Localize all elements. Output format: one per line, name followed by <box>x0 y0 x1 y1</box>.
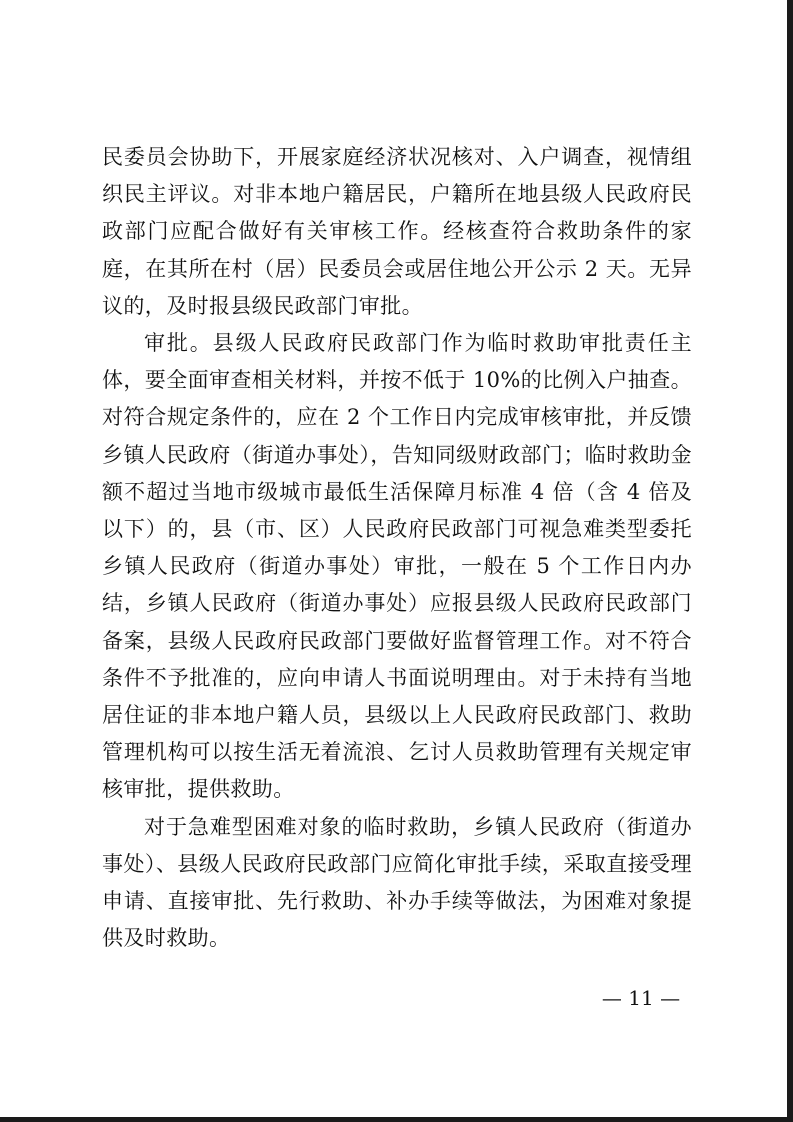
document-body <box>102 139 692 957</box>
scan-edge-right <box>787 0 793 1122</box>
paragraph-emergency-aid: 对于急难型困难对象的临时救助，乡镇人民政府（街道办事处）、县级人民政府民政部门应简化审批手续，采取直接受理申请、直接审批、先行救助、补办手续等做法，为困难对象提供及时救助。 <box>102 814 692 951</box>
paragraph-approval: 审批。县级人民政府民政部门作为临时救助审批责任主体，要全面审查相关材料，并按不低于 10%的比例入户抽查。对符合规定条件的，应在 2 个工作日内完成审核审批，并反馈乡镇人民政府（街道办事处），告知同级财政部门；临时救助金额不超过当地市级城市最低生活保障月标准 4 倍（含 4 倍及以下）的，县（市、区）人民政府民政部门可视急难类型委托乡镇人民政府（街道办事处）审批，一般在 5 个工作日内办结，乡镇人民政府（街道办事处）应报县级人民政府民政部门备案，县级人民政府民政部门要做好监督管理工作。对不符合条件不予批准的，应向申请人书面说明理由。对于未持有当地居住证的非本地户籍人员，县级以上人民政府民政部门、救助管理机构可以按生活无着流浪、乞讨人员救助管理有关规定审核审批，提供救助。 <box>102 331 692 802</box>
paragraph-continuation: 民委员会协助下，开展家庭经济状况核对、入户调查，视情组织民主评议。对非本地户籍居民，户籍所在地县级人民政府民政部门应配合做好有关审核工作。经核查符合救助条件的家庭，在其所在村（居）民委员会或居住地公开公示 2 天。无异议的，及时报县级民政部门审批。 <box>102 145 692 318</box>
page-number: — 11 — <box>601 986 681 1010</box>
scan-edge-bottom <box>0 1117 793 1122</box>
